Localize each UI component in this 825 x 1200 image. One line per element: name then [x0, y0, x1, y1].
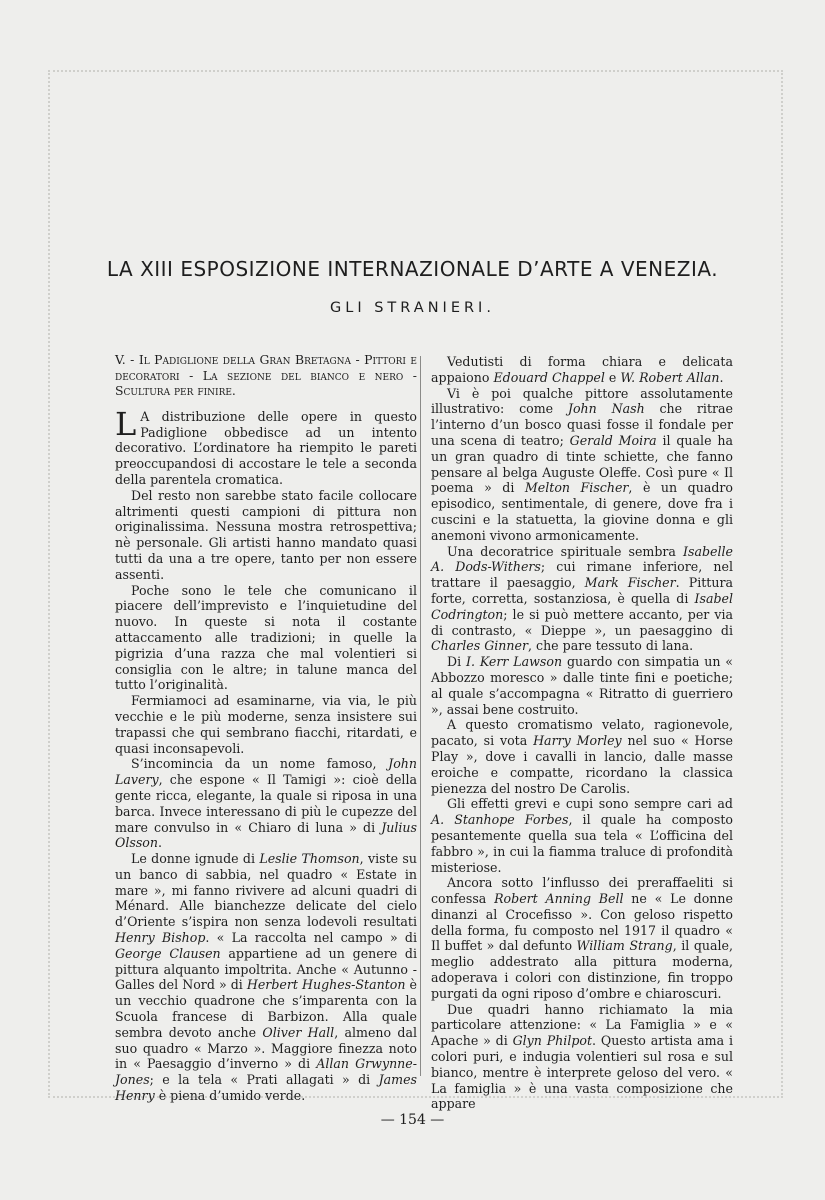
artist-name: Leslie Thomson [259, 851, 360, 867]
artist-name: William Strang [576, 938, 673, 954]
artist-name: George Clausen [115, 945, 221, 961]
artist-name: John Lavery [115, 756, 417, 788]
artist-name: Glyn Philpot [512, 1033, 593, 1049]
paragraph: Vi è poi qualche pittore assolutamente illustrativo: come John Nash che ritrae l’interno d’un bosco quasi fosse il fondale per una scena di teatro; Gerald Moira il quale ha un gran quadro di tinte schiette, che fanno pensare al belga Auguste Oleffe. Così pure « Il poema » di Melton Fischer, è un quadro episodico, sentimentale, di genere, dove fra i cuscini e la statuetta, la giovine donna e gli anemoni vivono armonicamente. [431, 385, 734, 543]
article-title: LA XIII ESPOSIZIONE INTERNAZIONALE D’ARTE A VENEZIA. [106, 257, 719, 281]
paragraph: Gli effetti grevi e cupi sono sempre cari ad A. Stanhope Forbes, il quale ha composto pesantemente quella sua tela « L’officina del fabbro », in cui la fiamma traluce di profondità misteriose. [431, 796, 733, 875]
artist-name: John Nash [567, 401, 645, 417]
artist-name: James Henry [115, 1072, 417, 1104]
left-column [115, 352, 417, 1104]
page-number: — 154 — [380, 1112, 445, 1128]
section-heading: V. - Il Padiglione della Gran Bretagna - Pittori e decoratori - La sezione del bianco e nero - Scultura per finire. [115, 352, 417, 399]
paragraph: Ancora sotto l’influsso dei preraffaeliti si confessa Robert Anning Bell ne « Le donne dinanzi al Crocefisso ». Con geloso rispetto della forma, fu composto nel 1917 il quadro « Il buffet » dal defunto William Strang, il quale, meglio addestrato alla pittura moderna, adoperava i colori con distinzione, fin troppo purgati da ogni riposo d’ombre e chiaroscuri. [431, 875, 733, 1001]
artist-name: Allan Grwynne-Jones [115, 1056, 417, 1088]
artist-name: Henry Bishop [115, 930, 206, 946]
paragraph: L A distribuzione delle opere in questo Padiglione obbedisce ad un intento decorativo. L’ordinatore ha riempito le pareti preoccupandosi di accostare le tele a seconda della parentela cromatica. [115, 404, 417, 487]
artist-name: Melton Fischer [524, 480, 629, 496]
right-column [431, 354, 733, 1112]
artist-name: Oliver Hall [262, 1024, 335, 1040]
paragraph: Fermiamoci ad esaminarne, via via, le più vecchie e le più moderne, senza insistere sui trapassi che qui sembrano fiacchi, ritardati, e quasi inconsapevoli. [115, 693, 417, 756]
artist-name: Robert Anning Bell [494, 891, 624, 907]
paragraph: Di I. Kerr Lawson guardo con simpatia un « Abbozzo moresco » dalle tinte fini e poetiche; al quale s’accompagna « Ritratto di guerriero », assai bene costruito. [431, 654, 733, 717]
artist-name: Isabel Codrington [431, 590, 733, 622]
paragraph: Del resto non sarebbe stato facile collocare altrimenti questi campioni di pittura non originalissima. Nessuna mostra retrospettiva; nè personale. Gli artisti hanno mandato quasi tutti da una a tre opere, tanto per non essere assenti. [115, 487, 417, 582]
paragraph: Due quadri hanno richiamato la mia particolare attenzione: « La Famiglia » e « Apache » di Glyn Philpot. Questo artista ama i colori puri, e indugia volentieri sul rosa e sul bianco, mentre è interprete geloso del vero. « La famiglia » è una vasta composizione che appare [431, 1001, 733, 1112]
paragraph: Vedutisti di forma chiara e delicata appaiono Edouard Chappel e W. Robert Allan. [431, 354, 733, 385]
paragraph: Le donne ignude di Leslie Thomson, viste su un banco di sabbia, nel quadro « Estate in mare », mi fanno rivivere ad alcuni quadri di Ménard. Alle bianchezze delicate del cielo d’Oriente s’ispira non senza lodevoli resultati Henry Bishop. « La raccolta nel campo » di George Clausen appartiene ad un genere di pittura alquanto impoltrita. Anche « Autunno - Galles del Nord » di Herbert Hughes-Stanton è un vecchio quadrone che s’imparenta con la Scuola francese di Barbizon. Alla quale sembra devoto anche Oliver Hall, almeno dal suo quadro « Marzo ». Maggiore finezza noto in « Paesaggio d’inverno » di Allan Grwynne-Jones; e la tela « Prati allagati » di James Henry è piena d’umido verde. [115, 851, 417, 1104]
artist-name: Harry Morley [533, 733, 622, 749]
artist-name: Herbert Hughes-Stanton [246, 977, 406, 993]
artist-name: Julius Olsson [115, 819, 417, 851]
paragraph: S’incomincia da un nome famoso, John Lavery, che espone « Il Tamigi »: cioè della gente ricca, elegante, la quale si riposa in una barca. Invece interessano di più le cupezze del mare convulso in « Chiaro di luna » di Julius Olsson. [115, 756, 417, 851]
artist-name: Charles Ginner [431, 638, 529, 654]
artist-name: W. Robert Allan [620, 369, 720, 385]
drop-cap: L [115, 404, 137, 443]
artist-name: Mark Fischer [584, 575, 676, 591]
artist-name: I. Kerr Lawson [466, 654, 563, 670]
paragraph: A questo cromatismo velato, ragionevole, pacato, si vota Harry Morley nel suo « Horse Play », dove i cavalli in lancio, dalle masse eroiche e compatte, ricordano la classica pienezza del nostro De Carolis. [431, 717, 734, 796]
artist-name: Edouard Chappel [493, 369, 605, 385]
paragraph: Poche sono le tele che comunicano il piacere dell’imprevisto e l’inquietudine del nuovo. In queste si nota il costante attaccamento alle tradizioni; in quelle la pigrizia d’una razza che mal volentieri si consiglia con le altre; in talune manca del tutto l’originalità. [115, 582, 417, 693]
article-subtitle: GLI STRANIERI. [330, 300, 495, 316]
artist-name: A. Stanhope Forbes [431, 812, 569, 828]
paragraph: Una decoratrice spirituale sembra Isabelle A. Dods-Withers; cui rimane inferiore, nel trattare il paesaggio, Mark Fischer. Pittura forte, corretta, sostanziosa, è quella di Isabel Codrington; le si può mettere accanto, per via di contrasto, « Dieppe », un paesaggino di Charles Ginner, che pare tessuto di lana. [431, 543, 733, 654]
artist-name: Isabelle A. Dods-Withers [431, 543, 733, 575]
column-divider [420, 356, 421, 1076]
artist-name: Gerald Moira [569, 432, 657, 448]
